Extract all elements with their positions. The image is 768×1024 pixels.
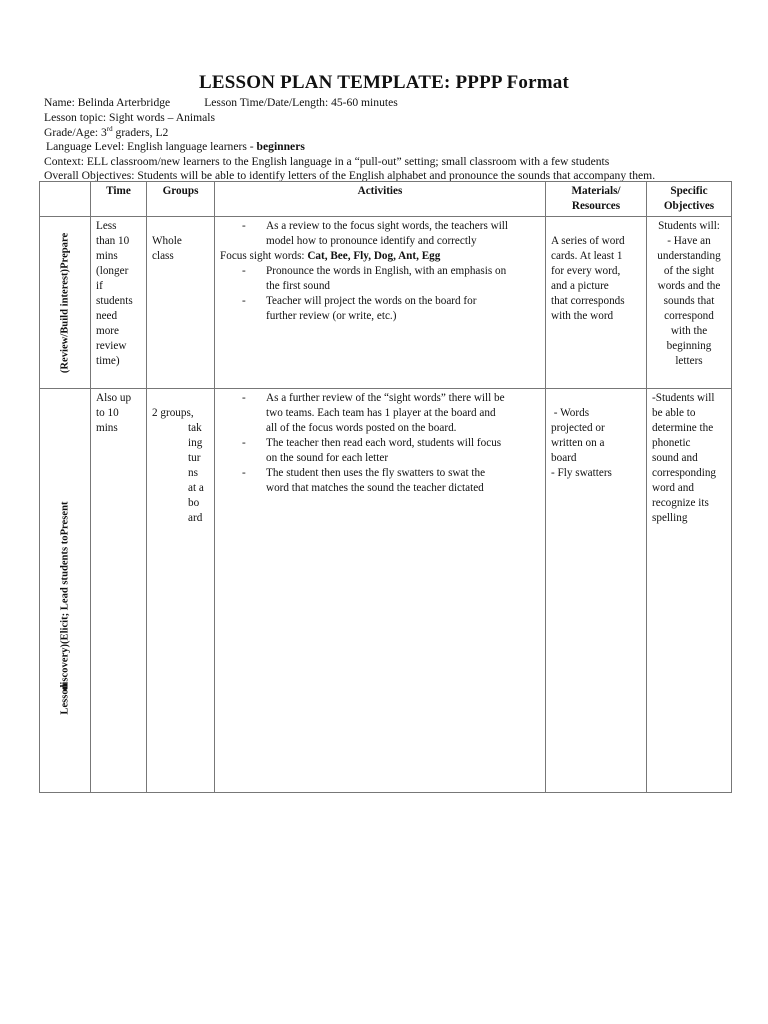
grade-age — [44, 125, 168, 140]
objectives-line: of the sight — [663, 265, 715, 277]
header-objectives-line2: Objectives — [663, 200, 715, 212]
table-row-prepare — [40, 217, 732, 389]
header-time: Time — [91, 182, 147, 217]
objectives-prepare — [647, 217, 732, 389]
groups-line: class — [152, 250, 174, 262]
grade-suffix: graders, L2 — [112, 126, 169, 139]
activity-line: word that matches the sound the teacher dictated — [266, 482, 484, 494]
materials-line: written on a — [551, 437, 605, 449]
activity-line: - Teacher will project the words on the board for — [266, 295, 477, 307]
language-level-value: beginners — [256, 140, 305, 153]
activity-line: - Pronounce the words in English, with an emphasis on — [266, 265, 507, 277]
materials-line: - Fly swatters — [551, 467, 612, 479]
objectives-present — [647, 389, 732, 793]
objectives-line: spelling — [652, 512, 688, 524]
materials-prepare — [546, 217, 647, 389]
time-line: need — [96, 310, 118, 322]
activity-item — [220, 294, 540, 324]
time-line: mins — [96, 250, 118, 262]
objectives-line: -Students will — [652, 392, 715, 404]
activity-item — [220, 264, 540, 294]
grade-sup: rd — [106, 125, 113, 134]
overall-objectives: Overall Objectives: Students will be able to identify letters of the English alphabet and pronounce the sounds that accompany them. — [44, 169, 656, 182]
objectives-line: sounds that — [663, 295, 715, 307]
objectives-line: corresponding — [652, 467, 717, 479]
activity-line: - The student then uses the fly swatters to swat the — [266, 467, 486, 479]
objectives-line: determine the — [652, 422, 714, 434]
materials-line: and a picture — [551, 280, 609, 292]
objectives-line: sound and — [652, 452, 698, 464]
stage-present — [40, 389, 91, 793]
activity-item — [220, 219, 540, 249]
time-line: to 10 — [96, 407, 119, 419]
objectives-line: words and the — [657, 280, 721, 292]
objectives-line: correspond — [664, 310, 714, 322]
materials-line: cards. At least 1 — [551, 250, 623, 262]
header-objectives — [647, 182, 732, 217]
activity-item — [220, 436, 540, 466]
activity-item — [220, 466, 540, 496]
activity-line: two teams. Each team has 1 player at the board and — [266, 407, 496, 419]
focus-words — [220, 249, 540, 264]
header-activities: Activities — [215, 182, 546, 217]
time-present — [91, 389, 147, 793]
activity-line: on the sound for each letter — [266, 452, 389, 464]
objectives-line: understanding — [657, 250, 721, 262]
header-materials-line1: Materials/ — [571, 185, 621, 197]
activity-line: - As a further review of the “sight words” there will be — [266, 392, 505, 404]
time-line: if — [96, 280, 103, 292]
objectives-line: letters — [675, 355, 703, 367]
language-level — [46, 139, 305, 154]
materials-line: for every word, — [551, 265, 621, 277]
activity-line: - The teacher then read each word, students will focus — [266, 437, 502, 449]
header-materials-line2: Resources — [571, 200, 621, 212]
groups-line: at a — [188, 482, 204, 494]
materials-line: board — [551, 452, 577, 464]
header-name-line — [44, 95, 398, 110]
activities-present — [215, 389, 546, 793]
materials-line: that corresponds — [551, 295, 625, 307]
lesson-plan-table — [39, 181, 732, 793]
activity-line: further review (or write, etc.) — [266, 310, 397, 322]
stage-prepare — [40, 217, 91, 389]
grade-prefix: Grade/Age: 3 — [44, 126, 107, 139]
language-label: Language Level: English language learners - — [46, 140, 257, 153]
time-line: than 10 — [96, 235, 130, 247]
time-line: more — [96, 325, 119, 337]
lesson-time: Lesson Time/Date/Length: 45-60 minutes — [204, 96, 398, 109]
materials-line: projected or — [551, 422, 605, 434]
groups-line: tur — [188, 452, 201, 464]
objectives-line: Students will: — [658, 220, 720, 232]
groups-line: Whole — [152, 235, 182, 247]
stage-present-label: discovery)(Elicit; Lead students toPresent — [59, 501, 71, 691]
groups-line: ard — [188, 512, 203, 524]
header-materials — [546, 182, 647, 217]
objectives-line: phonetic — [652, 437, 691, 449]
groups-present — [147, 389, 215, 793]
time-line: mins — [96, 422, 118, 434]
focus-label: Focus sight words: — [220, 250, 308, 262]
objectives-line: beginning — [666, 340, 712, 352]
groups-line: tak — [188, 422, 202, 434]
objectives-line: be able to — [652, 407, 696, 419]
materials-present — [546, 389, 647, 793]
objectives-line: word and — [652, 482, 694, 494]
groups-prepare — [147, 217, 215, 389]
context: Context: ELL classroom/new learners to the English language in a “pull-out” setting; small classroom with a few students — [44, 155, 610, 168]
activity-line: - As a review to the focus sight words, the teachers will — [266, 220, 509, 232]
stage-lesson-label: Lesson — [59, 683, 71, 715]
objectives-line: - Have an — [667, 235, 711, 247]
groups-line: bo — [188, 497, 200, 509]
time-line: students — [96, 295, 133, 307]
time-line: Less — [96, 220, 117, 232]
activity-line: model how to pronounce identify and correctly — [266, 235, 477, 247]
table-header-row — [40, 182, 732, 217]
lesson-topic: Lesson topic: Sight words – Animals — [44, 111, 216, 124]
activity-line: the first sound — [266, 280, 331, 292]
materials-line: with the word — [551, 310, 614, 322]
groups-line: 2 groups, — [152, 407, 194, 419]
author-name: Name: Belinda Arterbridge — [44, 96, 171, 109]
objectives-line: with the — [670, 325, 708, 337]
page-title: LESSON PLAN TEMPLATE: PPPP Format — [198, 72, 570, 93]
groups-line: ing — [188, 437, 203, 449]
groups-line: ns — [188, 467, 198, 479]
materials-line: - Words — [551, 407, 590, 419]
objectives-line: recognize its — [652, 497, 709, 509]
activity-item — [220, 391, 540, 436]
focus-words-value: Cat, Bee, Fly, Dog, Ant, Egg — [307, 250, 441, 262]
activity-line: all of the focus words posted on the board. — [266, 422, 457, 434]
time-prepare — [91, 217, 147, 389]
header-groups: Groups — [147, 182, 215, 217]
time-line: time) — [96, 355, 120, 367]
time-line: Also up — [96, 392, 132, 404]
header-objectives-line1: Specific — [670, 185, 708, 197]
materials-line: A series of word — [551, 235, 625, 247]
header-stage — [40, 182, 91, 217]
activities-prepare — [215, 217, 546, 389]
stage-prepare-label: (Review/Build interest)Prepare — [59, 232, 71, 373]
time-line: review — [96, 340, 127, 352]
time-line: (longer — [96, 265, 129, 277]
table-row-present — [40, 389, 732, 793]
